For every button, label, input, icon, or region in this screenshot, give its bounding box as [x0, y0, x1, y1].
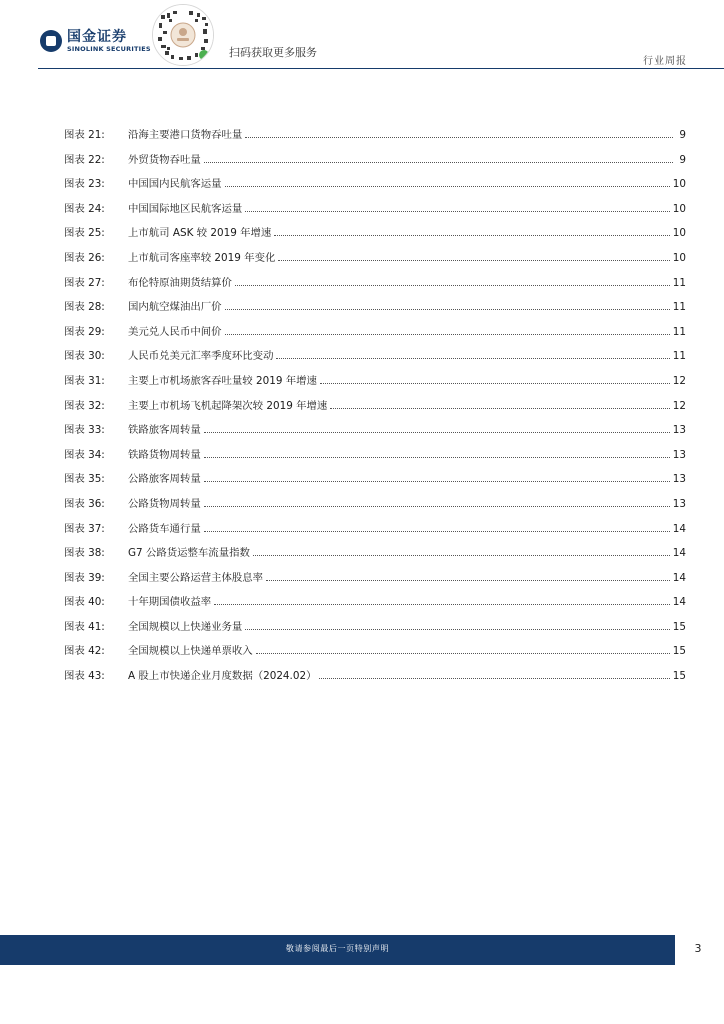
toc-leader-dots	[225, 300, 670, 310]
toc-entry[interactable]	[64, 128, 686, 153]
toc-figure-title: 公路旅客周转量	[128, 473, 201, 486]
toc-figure-number: 图表 25:	[64, 227, 105, 240]
toc-page-number: 14	[672, 522, 686, 535]
toc-page-number: 10	[672, 227, 686, 240]
toc-leader-dots	[330, 399, 669, 409]
toc-page-number: 13	[672, 448, 686, 461]
toc-page-number: 9	[679, 153, 686, 166]
toc-page-number: 10	[672, 178, 686, 191]
toc-entry[interactable]	[64, 300, 686, 325]
toc-figure-title: 全国规模以上快递业务量	[128, 620, 243, 633]
toc-figure-title: A 股上市快递企业月度数据（2024.02）	[128, 670, 317, 683]
toc-leader-dots	[225, 325, 670, 335]
toc-leader-dots	[245, 202, 669, 212]
toc-leader-dots	[204, 423, 670, 433]
toc-page-number: 14	[672, 571, 686, 584]
toc-figure-title: 主要上市机场旅客吞吐量较 2019 年增速	[128, 374, 317, 387]
toc-entry[interactable]	[64, 669, 686, 694]
toc-figure-number: 图表 42:	[64, 645, 105, 658]
toc-figure-number: 图表 39:	[64, 571, 105, 584]
toc-figure-title: 布伦特原油期货结算价	[128, 276, 232, 289]
toc-entry[interactable]	[64, 177, 686, 202]
toc-entry[interactable]	[64, 472, 686, 497]
toc-figure-title: 铁路货物周转量	[128, 448, 201, 461]
toc-figure-title: G7 公路货运整车流量指数	[128, 547, 250, 560]
toc-figure-number: 图表 21:	[64, 129, 105, 141]
toc-page-number: 13	[672, 497, 686, 510]
toc-figure-number: 图表 40:	[64, 596, 105, 609]
toc-leader-dots	[245, 620, 669, 630]
figure-index-list	[64, 128, 686, 694]
toc-figure-number: 图表 28:	[64, 301, 105, 314]
logo-name-cn: 国金证券	[67, 29, 127, 45]
toc-leader-dots	[319, 669, 669, 679]
toc-figure-number: 图表 26:	[64, 251, 105, 264]
toc-figure-number: 图表 34:	[64, 448, 105, 461]
toc-figure-number: 图表 37:	[64, 522, 105, 535]
toc-entry[interactable]	[64, 620, 686, 645]
toc-entry[interactable]	[64, 251, 686, 276]
toc-entry[interactable]	[64, 595, 686, 620]
toc-entry[interactable]	[64, 546, 686, 571]
toc-page-number: 13	[672, 424, 686, 437]
toc-entry[interactable]	[64, 399, 686, 424]
toc-figure-number: 图表 31:	[64, 374, 105, 387]
toc-figure-title: 人民币兑美元汇率季度环比变动	[128, 350, 274, 363]
toc-leader-dots	[204, 153, 673, 163]
toc-entry[interactable]	[64, 522, 686, 547]
toc-page-number: 14	[672, 596, 686, 609]
toc-page-number: 15	[672, 670, 686, 683]
toc-figure-title: 公路货物周转量	[128, 497, 201, 510]
toc-entry[interactable]	[64, 325, 686, 350]
toc-leader-dots	[204, 448, 670, 458]
toc-page-number: 11	[672, 276, 686, 289]
toc-page-number: 12	[672, 374, 686, 387]
footer-disclaimer: 敬请参阅最后一页特别声明	[285, 944, 390, 953]
toc-page-number: 9	[679, 129, 686, 141]
toc-figure-number: 图表 36:	[64, 497, 105, 510]
toc-figure-number: 图表 22:	[64, 153, 105, 166]
toc-figure-title: 十年期国债收益率	[128, 596, 212, 609]
header-divider	[38, 68, 724, 69]
toc-figure-number: 图表 23:	[64, 178, 105, 191]
toc-figure-title: 公路货车通行量	[128, 522, 201, 535]
toc-entry[interactable]	[64, 202, 686, 227]
toc-leader-dots	[276, 349, 669, 359]
toc-entry[interactable]	[64, 349, 686, 374]
toc-page-number: 13	[672, 473, 686, 486]
qr-code-icon[interactable]	[152, 4, 214, 66]
toc-leader-dots	[225, 177, 670, 187]
toc-figure-title: 铁路旅客周转量	[128, 424, 201, 437]
toc-figure-title: 上市航司客座率较 2019 年变化	[128, 251, 276, 264]
logo-icon	[40, 30, 62, 52]
toc-figure-number: 图表 30:	[64, 350, 105, 363]
page-number: 3	[694, 942, 702, 955]
toc-leader-dots	[204, 497, 670, 507]
toc-entry[interactable]	[64, 448, 686, 473]
toc-page-number: 15	[672, 645, 686, 658]
toc-figure-number: 图表 27:	[64, 276, 105, 289]
logo-name-en: SINOLINK SECURITIES	[67, 45, 151, 53]
toc-leader-dots	[266, 571, 670, 581]
toc-page-number: 10	[672, 251, 686, 264]
toc-figure-title: 主要上市机场飞机起降架次较 2019 年增速	[128, 399, 328, 412]
toc-entry[interactable]	[64, 226, 686, 251]
toc-leader-dots	[256, 644, 670, 654]
toc-figure-title: 全国主要公路运营主体股息率	[128, 571, 264, 584]
toc-page-number: 12	[672, 399, 686, 412]
toc-entry[interactable]	[64, 497, 686, 522]
toc-figure-number: 图表 38:	[64, 547, 105, 560]
toc-figure-number: 图表 29:	[64, 325, 105, 338]
toc-page-number: 11	[672, 350, 686, 363]
toc-entry[interactable]	[64, 153, 686, 178]
toc-figure-title: 中国国内民航客运量	[128, 178, 222, 191]
toc-leader-dots	[204, 522, 670, 532]
toc-figure-title: 美元兑人民币中间价	[128, 325, 222, 338]
toc-figure-number: 图表 32:	[64, 399, 105, 412]
toc-leader-dots	[274, 226, 669, 236]
toc-leader-dots	[278, 251, 669, 261]
toc-leader-dots	[235, 276, 670, 286]
toc-page-number: 11	[672, 325, 686, 338]
toc-page-number: 15	[672, 620, 686, 633]
toc-figure-title: 沿海主要港口货物吞吐量	[128, 129, 243, 141]
report-type-label: 行业周报	[643, 56, 687, 67]
toc-page-number: 14	[672, 547, 686, 560]
toc-figure-number: 图表 43:	[64, 670, 105, 683]
company-logo	[40, 30, 151, 53]
toc-entry[interactable]	[64, 644, 686, 669]
toc-page-number: 11	[672, 301, 686, 314]
toc-figure-title: 国内航空煤油出厂价	[128, 301, 222, 314]
toc-figure-number: 图表 35:	[64, 473, 105, 486]
toc-figure-title: 全国规模以上快递单票收入	[128, 645, 253, 658]
toc-leader-dots	[320, 374, 670, 384]
toc-leader-dots	[245, 128, 673, 138]
toc-entry[interactable]	[64, 374, 686, 399]
toc-figure-title: 上市航司 ASK 较 2019 年增速	[128, 227, 272, 240]
toc-figure-title: 中国国际地区民航客运量	[128, 202, 243, 215]
toc-figure-title: 外贸货物吞吐量	[128, 153, 201, 166]
page-header	[0, 0, 724, 70]
toc-figure-number: 图表 24:	[64, 202, 105, 215]
toc-leader-dots	[214, 595, 670, 605]
toc-entry[interactable]	[64, 276, 686, 301]
toc-page-number: 10	[672, 202, 686, 215]
toc-entry[interactable]	[64, 423, 686, 448]
toc-leader-dots	[204, 472, 670, 482]
toc-figure-number: 图表 41:	[64, 620, 105, 633]
toc-entry[interactable]	[64, 571, 686, 596]
toc-leader-dots	[253, 546, 670, 556]
toc-figure-number: 图表 33:	[64, 424, 105, 437]
qr-caption: 扫码获取更多服务	[229, 46, 317, 59]
